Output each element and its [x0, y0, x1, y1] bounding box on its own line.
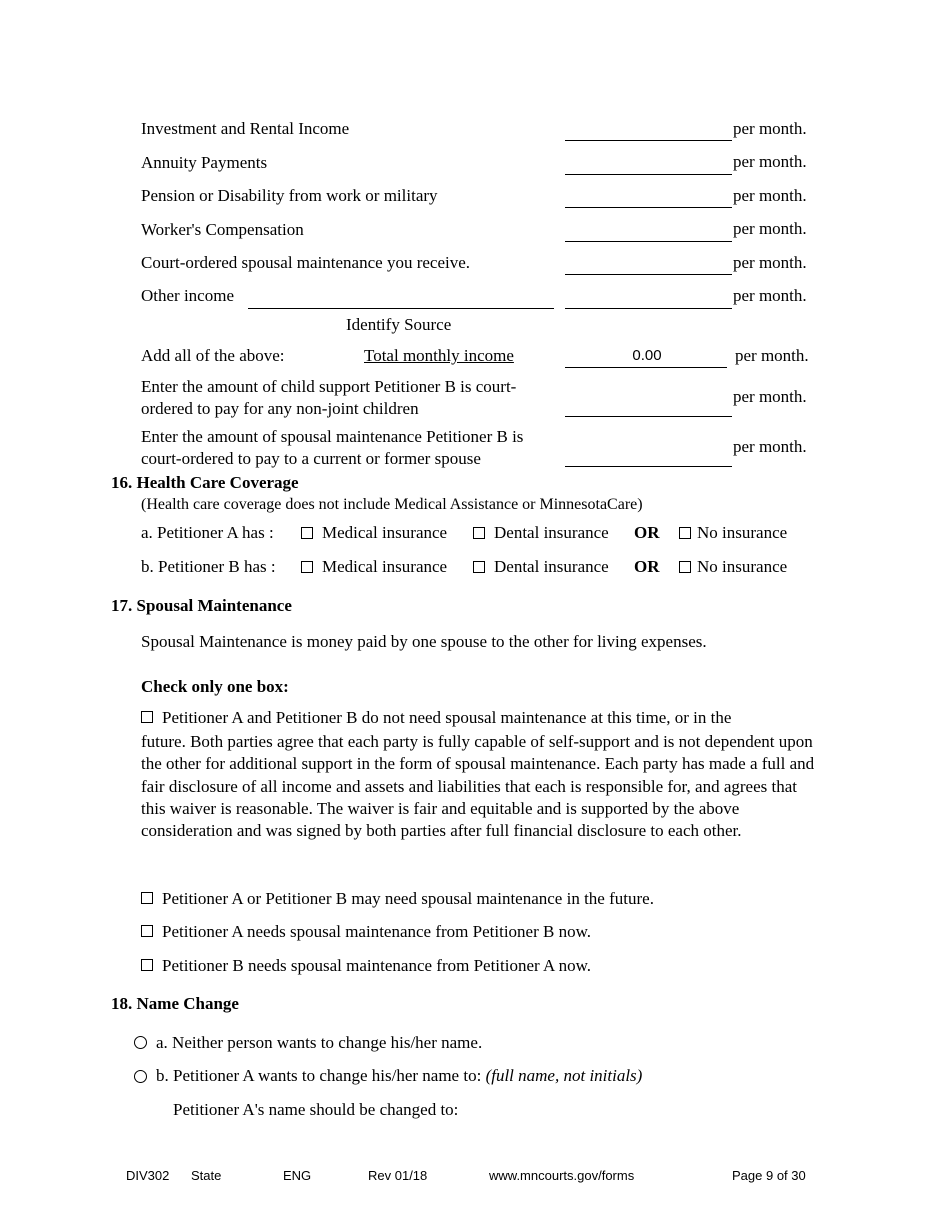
petitioner-b-no-insurance-checkbox[interactable] [679, 561, 691, 573]
income-label-spousal-received: Court-ordered spousal maintenance you receive. [141, 253, 471, 272]
total-label: Add all of the above: [141, 346, 285, 365]
income-field-spousal-received[interactable] [565, 274, 732, 275]
name-change-none-label: a. Neither person wants to change his/her name. [156, 1033, 483, 1052]
spousal-paid-label-line1: Enter the amount of spousal maintenance Petitioner B is [141, 427, 524, 446]
or-label: OR [634, 557, 660, 576]
other-income-source-field[interactable] [248, 308, 554, 309]
spousal-a-needs-label: Petitioner A needs spousal maintenance from Petitioner B now. [162, 922, 592, 941]
spousal-paid-label-line2: court-ordered to pay to a current or former spouse [141, 449, 481, 468]
name-change-a-radio[interactable] [134, 1070, 147, 1083]
child-support-label-line1: Enter the amount of child support Petitioner B is court- [141, 377, 517, 396]
spousal-waiver-checkbox[interactable] [141, 711, 153, 723]
income-label-annuity: Annuity Payments [141, 153, 268, 172]
per-month-label: per month. [733, 286, 807, 305]
name-change-to-label: Petitioner A's name should be changed to: [173, 1100, 459, 1119]
section-17-heading: 17. Spousal Maintenance [111, 596, 292, 615]
footer-language: ENG [283, 1168, 312, 1183]
footer-url[interactable]: www.mncourts.gov/forms [489, 1168, 635, 1183]
income-field-annuity[interactable] [565, 174, 732, 175]
footer-state: State [191, 1168, 222, 1183]
spousal-b-needs-label: Petitioner B needs spousal maintenance from Petitioner A now. [162, 956, 592, 975]
footer-form-id: DIV302 [126, 1168, 170, 1183]
total-field-line [565, 367, 727, 368]
per-month-label: per month. [733, 152, 807, 171]
total-monthly-income-value[interactable]: 0.00 [632, 347, 662, 364]
footer-page-number: Page 9 of 30 [732, 1168, 806, 1183]
child-support-label-line2: ordered to pay for any non-joint children [141, 399, 419, 418]
income-field-pension[interactable] [565, 207, 732, 208]
spousal-waiver-text-rest: future. Both parties agree that each party is fully capable of self-support and is not dependent upon the other for additional support in the form of spousal maintenance. Each party has made a full and fair disclosure of all income and assets and liabilities that each is responsible for, and agrees that this waiver is reasonable. The waiver is fair and equitable and is supported by the above consideration and was signed by both parties after full financial disclosure to each other. [141, 732, 815, 841]
total-monthly-income-label: Total monthly income [364, 346, 514, 365]
petitioner-b-health-label: b. Petitioner B has : [141, 557, 276, 576]
dental-insurance-label: Dental insurance [494, 557, 609, 576]
income-label-investment: Investment and Rental Income [141, 119, 350, 138]
spousal-paid-field[interactable] [565, 466, 732, 467]
per-month-label: per month. [735, 346, 809, 365]
medical-insurance-label: Medical insurance [322, 557, 448, 576]
income-field-other[interactable] [565, 308, 732, 309]
health-note: (Health care coverage does not include Medical Assistance or MinnesotaCare) [141, 496, 643, 513]
name-change-note: (full name, not initials) [485, 1066, 643, 1085]
name-change-none-radio[interactable] [134, 1036, 147, 1049]
petitioner-a-health-label: a. Petitioner A has : [141, 523, 274, 542]
check-one-instruction: Check only one box: [141, 677, 289, 696]
per-month-label: per month. [733, 387, 807, 406]
petitioner-b-medical-checkbox[interactable] [301, 561, 313, 573]
spousal-waiver-text-first: Petitioner A and Petitioner B do not need spousal maintenance at this time, or in the [162, 708, 732, 727]
per-month-label: per month. [733, 119, 807, 138]
section-16-heading: 16. Health Care Coverage [111, 473, 299, 492]
medical-insurance-label: Medical insurance [322, 523, 448, 542]
income-field-investment[interactable] [565, 140, 732, 141]
footer-revision: Rev 01/18 [368, 1168, 428, 1183]
spousal-future-checkbox[interactable] [141, 892, 153, 904]
no-insurance-label: No insurance [697, 523, 788, 542]
per-month-label: per month. [733, 253, 807, 272]
petitioner-a-dental-checkbox[interactable] [473, 527, 485, 539]
per-month-label: per month. [733, 186, 807, 205]
identify-source-caption: Identify Source [346, 315, 452, 334]
name-change-a-label: b. Petitioner A wants to change his/her name to: (full name, not initials) [156, 1066, 643, 1085]
petitioner-b-dental-checkbox[interactable] [473, 561, 485, 573]
income-label-other: Other income [141, 286, 234, 305]
dental-insurance-label: Dental insurance [494, 523, 609, 542]
income-label-pension: Pension or Disability from work or military [141, 186, 438, 205]
petitioner-a-no-insurance-checkbox[interactable] [679, 527, 691, 539]
income-label-workers-comp: Worker's Compensation [141, 220, 304, 239]
section-18-heading: 18. Name Change [111, 994, 239, 1013]
spousal-future-label: Petitioner A or Petitioner B may need spousal maintenance in the future. [162, 889, 654, 908]
spousal-b-needs-checkbox[interactable] [141, 959, 153, 971]
spousal-a-needs-checkbox[interactable] [141, 925, 153, 937]
or-label: OR [634, 523, 660, 542]
per-month-label: per month. [733, 219, 807, 238]
per-month-label: per month. [733, 437, 807, 456]
no-insurance-label: No insurance [697, 557, 788, 576]
spousal-intro: Spousal Maintenance is money paid by one spouse to the other for living expenses. [141, 632, 707, 651]
petitioner-a-medical-checkbox[interactable] [301, 527, 313, 539]
income-field-workers-comp[interactable] [565, 241, 732, 242]
child-support-field[interactable] [565, 416, 732, 417]
